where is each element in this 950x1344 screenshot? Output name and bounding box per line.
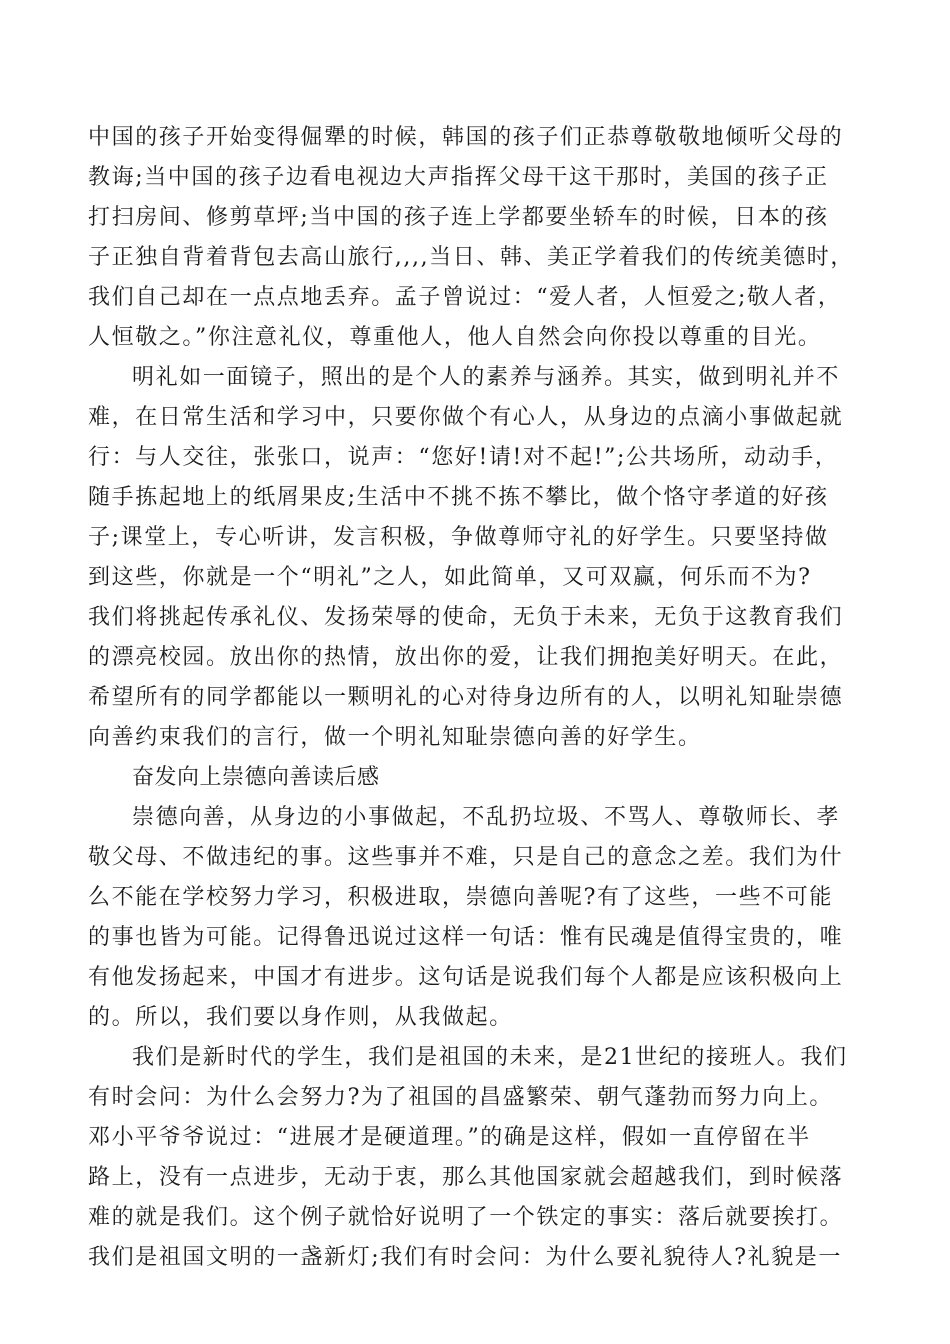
text-line: 打扫房间、修剪草坪;当中国的孩子连上学都要坐轿车的时候，日本的孩	[88, 205, 829, 230]
text-line: 向善约束我们的言行，做一个明礼知耻崇德向善的好学生。	[88, 725, 702, 750]
text-line: 到这些，你就是一个“明礼”之人，如此简单，又可双赢，何乐而不为?	[88, 565, 812, 590]
text-line: 人恒敬之。”你注意礼仪，尊重他人，他人自然会向你投以尊重的目光。	[88, 325, 822, 350]
text-line: 行：与人交往，张张口，说声：“您好!请!对不起!”;公共场所，动动手，	[88, 445, 839, 470]
text-line: 的漂亮校园。放出你的热情，放出你的爱，让我们拥抱美好明天。在此，	[88, 645, 844, 670]
text-line: 中国的孩子开始变得倔犟的时候，韩国的孩子们正恭尊敬敬地倾听父母的	[88, 125, 844, 150]
paragraph-first-line: 崇德向善，从身边的小事做起，不乱扔垃圾、不骂人、尊敬师长、孝	[132, 805, 841, 830]
text-line: 子;课堂上，专心听讲，发言积极，争做尊师守礼的好学生。只要坚持做	[88, 525, 829, 550]
text-line: 敬父母、不做违纪的事。这些事并不难，只是自己的意念之差。我们为什	[88, 845, 844, 870]
text-line: 的事也皆为可能。记得鲁迅说过这样一句话：惟有民魂是值得宝贵的，唯	[88, 925, 844, 950]
text-line: 有他发扬起来，中国才有进步。这句话是说我们每个人都是应该积极向上	[88, 965, 844, 990]
paragraph-first-line: 明礼如一面镜子，照出的是个人的素养与涵养。其实，做到明礼并不	[132, 365, 841, 390]
text-line: 邓小平爷爷说过：“进展才是硬道理。”的确是这样，假如一直停留在半	[88, 1125, 811, 1150]
text-line: 我们是祖国文明的一盏新灯;我们有时会问：为什么要礼貌待人?礼貌是一	[88, 1245, 843, 1270]
text-line: 教诲;当中国的孩子边看电视边大声指挥父母干这干那时，美国的孩子正	[88, 165, 829, 190]
text-line: 的。所以，我们要以身作则，从我做起。	[88, 1005, 513, 1030]
text-line: 难，在日常生活和学习中，只要你做个有心人，从身边的点滴小事做起就	[88, 405, 844, 430]
text-line: 希望所有的同学都能以一颗明礼的心对待身边所有的人，以明礼知耻崇德	[88, 685, 844, 710]
text-line: 路上，没有一点进步，无动于衷，那么其他国家就会超越我们，到时候落	[88, 1165, 844, 1190]
text-line: 随手拣起地上的纸屑果皮;生活中不挑不拣不攀比，做个恪守孝道的好孩	[88, 485, 829, 510]
text-line: 我们自己却在一点点地丢弃。孟子曾说过：“爱人者，人恒爱之;敬人者，	[88, 285, 842, 310]
text-line: 难的就是我们。这个例子就恰好说明了一个铁定的事实：落后就要挨打。	[88, 1205, 844, 1230]
text-line: 有时会问：为什么会努力?为了祖国的昌盛繁荣、朝气蓬勃而努力向上。	[88, 1085, 833, 1110]
text-line: 我们将挑起传承礼仪、发扬荣辱的使命，无负于未来，无负于这教育我们	[88, 605, 844, 630]
paragraph-first-line: 我们是新时代的学生，我们是祖国的未来，是21世纪的接班人。我们	[132, 1045, 848, 1070]
text-line: 么不能在学校努力学习，积极进取，崇德向善呢?有了这些，一些不可能	[88, 885, 833, 910]
text-line: 子正独自背着背包去高山旅行,,,,当日、韩、美正学着我们的传统美德时，	[88, 245, 854, 270]
section-title: 奋发向上崇德向善读后感	[132, 765, 380, 790]
